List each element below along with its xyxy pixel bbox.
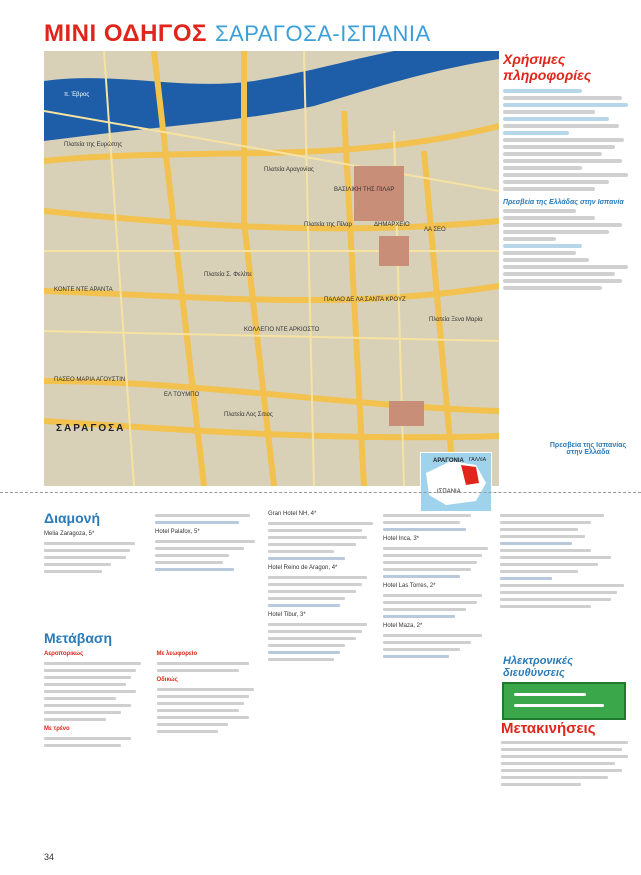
city-map [44, 51, 499, 486]
map-label-river: π. Έβρος [64, 92, 90, 98]
hotel-7: Hotel Tibur, 3* [268, 612, 306, 618]
map-label-paseo: ΠΑΣΕΟ ΜΑΡΙΑ ΑΓΟΥΣΤΙΝ [54, 377, 126, 383]
map-label-pilar: ΒΑΣΙΛΙΚΗ ΤΗΣ ΠΙΛΑΡ [334, 187, 395, 193]
map-label-colegio: ΚΟΛΛΕΓΙΟ ΝΤΕ ΑΡΚΙΟΣΤΟ [244, 327, 320, 333]
map-city-label: ΣΑΡΑΓΟΣΑ [56, 423, 126, 434]
web-addresses-box[interactable] [502, 682, 626, 720]
hotel-6: Hotel Las Torres, 2* [383, 583, 436, 589]
palace-block [389, 401, 424, 426]
accommodation-col4 [383, 510, 493, 662]
inset-map [420, 452, 492, 512]
map-label-maria: Πλατεία Ξενα Μαρία [429, 317, 483, 323]
transfer-section [44, 630, 259, 751]
inset-country: ΙΣΠΑΝΙΑ [437, 489, 461, 495]
inset-neighbor: ΓΑΛΛΙΑ [469, 457, 487, 463]
transfer-bus: Με λεωφορείο [156, 651, 198, 657]
header-subtitle: ΣΑΡΑΓΟΣΑ-ΙΣΠΑΝΙΑ [214, 21, 431, 46]
map-label-sfelipe: Πλατεία Σ. Φελίπε [204, 272, 252, 278]
header-title: ΜΙΝΙ ΟΔΗΓΟΣ [44, 20, 207, 47]
accommodation-col3 [268, 510, 378, 665]
map-svg [44, 51, 499, 486]
section-divider [0, 492, 641, 493]
transfer-road: Οδικώς [156, 677, 178, 683]
hotel-8: Hotel Maza, 2* [383, 623, 423, 629]
map-label-aragon: Πλατεία Αραγονίας [264, 167, 314, 173]
hotel-4: Hotel Inca, 3* [383, 536, 420, 542]
accommodation-title: Διαμονή [44, 510, 101, 526]
accommodation-section [44, 510, 140, 577]
accommodation-col2 [155, 510, 260, 575]
hotel-5: Hotel Reino de Aragon, 4* [268, 565, 338, 571]
page-number: 34 [44, 852, 55, 862]
embassy-title: Πρεσβεία της Ελλάδας στην Ισπανία [503, 199, 624, 206]
web-addresses-title: Ηλεκτρονικές διευθύνσεις [503, 655, 573, 679]
transport-section [501, 720, 635, 790]
greek-embassy-es: Πρεσβεία της Ισπανίας στην Ελλάδα [549, 442, 627, 456]
map-label-tubo: ΕΛ ΤΟΥΜΠΟ [164, 392, 200, 398]
hotel-1: Melia Zaragoza, 5* [44, 531, 95, 537]
inset-region: ΑΡΑΓΟΝΙΑ [433, 458, 464, 464]
map-label-conde: ΚΟΝΤΕ ΝΤΕ ΑΡΑΝΤΑ [54, 287, 113, 293]
map-label-santa-cruz: ΠΑΛΑΟ ΔΕ ΛΑ ΣΑΝΤΑ ΚΡΟΥΖ [324, 297, 406, 303]
embassy-contacts [500, 510, 630, 612]
useful-info [503, 51, 635, 551]
map-label-los-sitios: Πλατεία Λος Σιτιος [224, 412, 273, 418]
transfer-air: Αεροπορικώς [44, 651, 84, 657]
hotel-2: Hotel Palafox, 5* [155, 529, 200, 535]
map-label-laseo: ΛΑ ΣΕΟ [424, 227, 446, 233]
inset-svg [421, 453, 491, 511]
hotel-3: Gran Hotel NH, 4* [268, 511, 317, 517]
basilica-pilar-block [354, 166, 404, 221]
map-label-europe: Πλατεία της Ευρώπης [64, 142, 123, 148]
transfer-title: Μετάβαση [44, 630, 113, 646]
map-label-plaza-pilar: Πλατεία της Πίλαρ [304, 222, 352, 228]
transport-title: Μετακινήσεις [501, 720, 596, 737]
map-label-cityhall: ΔΗΜΑΡΧΕΙΟ [374, 222, 410, 228]
info-title: Χρήσιμες πληροφορίες [503, 51, 592, 83]
transfer-train: Με τρένο [44, 726, 70, 732]
city-hall-block [379, 236, 409, 266]
page-header [44, 20, 431, 48]
